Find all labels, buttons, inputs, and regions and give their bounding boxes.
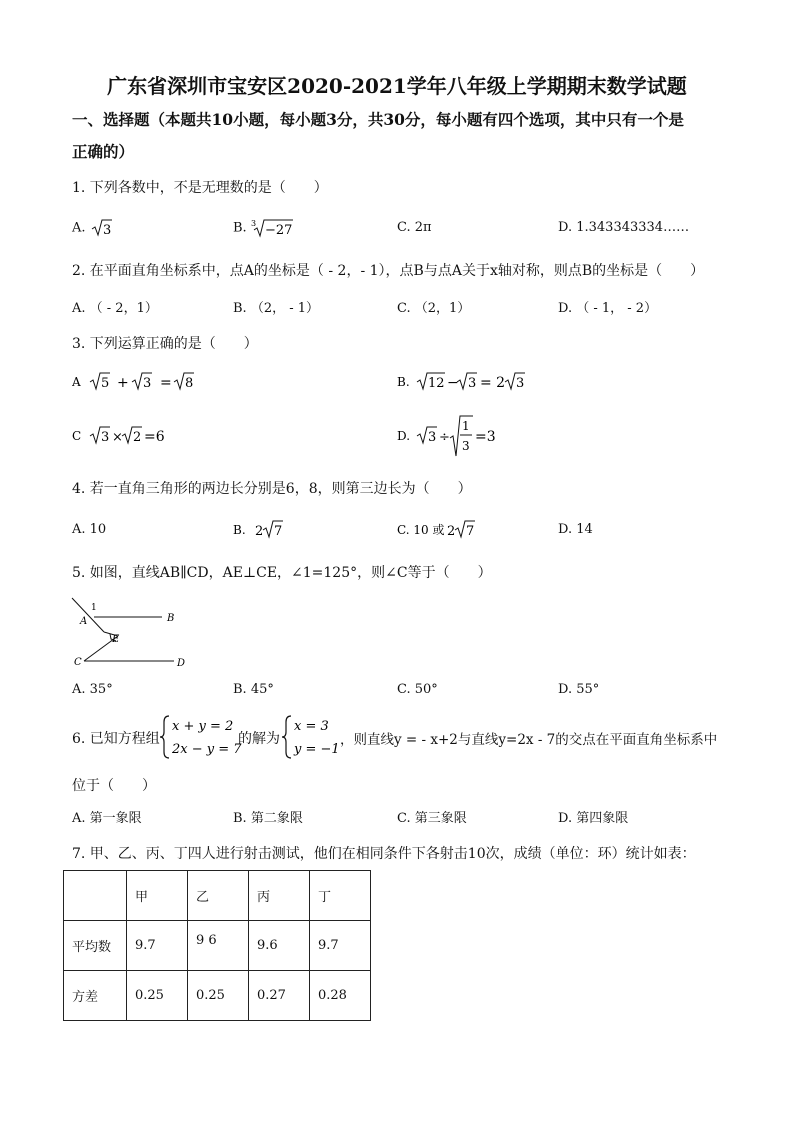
q5-stem: 5. 如图，直线AB∥CD，AE⊥CE，∠1=125°，则∠C等于（ ） (72, 565, 492, 581)
svg-text:= 2: = 2 (480, 375, 506, 391)
q2-option-c: C. （2，1） (397, 301, 471, 316)
brace-icon (282, 716, 291, 758)
radicand: 3 (102, 223, 111, 238)
solution-2: y = −1 (294, 742, 340, 757)
table-cell: 9.7 (310, 921, 371, 971)
q6-option-c: C. 第三象限 (397, 811, 467, 826)
table-cell: 9 6 (188, 921, 249, 971)
table-cell: 0.28 (310, 971, 371, 1021)
option-label: A. (72, 220, 86, 236)
table-cell: 0.27 (249, 971, 310, 1021)
brace-icon (160, 716, 169, 758)
table-row (64, 971, 371, 1021)
q3-c-expression (72, 423, 182, 447)
svg-text:D.: D. (397, 429, 411, 443)
q7-score-table (63, 870, 371, 1021)
point-label-e: E (112, 634, 120, 645)
q6-prefix: 6. 已知方程组 (72, 731, 160, 747)
point-label-d: D (177, 658, 186, 669)
radicand: −27 (264, 223, 293, 238)
table-cell: 丁 (310, 871, 371, 921)
svg-text:2: 2 (255, 524, 264, 539)
q3-option-d (397, 414, 517, 462)
option-label: B. (233, 220, 247, 236)
svg-text:1: 1 (462, 419, 470, 433)
svg-text:×: × (112, 430, 123, 445)
q5-geometry-figure (66, 594, 196, 674)
svg-text:7: 7 (274, 524, 283, 539)
q2-option-d: D. （ - 1， - 2） (558, 301, 658, 316)
q5-option-a: A. 35° (72, 682, 113, 697)
svg-text:3: 3 (428, 430, 437, 445)
svg-text:7: 7 (466, 524, 475, 539)
q4-option-c (397, 517, 487, 545)
q6-option-d: D. 第四象限 (558, 811, 629, 826)
q5-option-d: D. 55° (558, 682, 600, 697)
q6-option-b: B. 第二象限 (233, 811, 303, 826)
svg-text:=3: =3 (475, 429, 496, 445)
q5-option-c: C. 50° (397, 682, 438, 697)
q3-a-expression (72, 369, 202, 393)
table-cell: 平均数 (64, 921, 127, 971)
svg-text:5: 5 (101, 376, 110, 391)
svg-text:÷: ÷ (439, 430, 450, 445)
q1-stem: 1. 下列各数中，不是无理数的是（ ） (72, 180, 328, 196)
root-index: 3 (250, 219, 256, 228)
point-label-b: B (167, 613, 175, 624)
q1-a-radical-icon (90, 217, 112, 239)
section-heading-cont: 正确的） (72, 142, 135, 161)
svg-text:−: − (447, 375, 459, 391)
svg-text:12: 12 (428, 376, 445, 391)
q4-c-expression (397, 517, 487, 541)
q6-solution-system (282, 713, 342, 761)
q3-d-expression (397, 414, 517, 458)
q6-option-a: A. 第一象限 (72, 811, 142, 826)
q1-option-c: C. 2π (397, 220, 432, 235)
equation-1: x + y = 2 (172, 719, 234, 734)
svg-text:2: 2 (133, 430, 142, 445)
q3-option-c (72, 423, 182, 451)
svg-text:3: 3 (143, 376, 152, 391)
solution-1: x = 3 (294, 719, 329, 734)
svg-text:C. 10 或: C. 10 或 (397, 523, 445, 537)
q4-b-expression (233, 517, 293, 541)
svg-text:C: C (72, 429, 82, 443)
svg-text:3: 3 (462, 439, 470, 453)
svg-text:3: 3 (516, 376, 525, 391)
q2-option-b: B. （2， - 1） (233, 301, 320, 316)
table-cell: 乙 (188, 871, 249, 921)
table-row (64, 921, 371, 971)
q6-mid: 的解为 (238, 731, 280, 747)
svg-text:=: = (160, 375, 172, 391)
table-cell (64, 871, 127, 921)
table-cell: 9.7 (127, 921, 188, 971)
svg-text:3: 3 (101, 430, 110, 445)
table-cell: 丙 (249, 871, 310, 921)
q2-stem: 2. 在平面直角坐标系中，点A的坐标是（ - 2，- 1），点B与点A关于x轴对称，则点B的坐标是（ ） (72, 263, 705, 279)
q3-option-b (397, 369, 537, 397)
svg-text:B.: B. (233, 523, 246, 537)
svg-text:2: 2 (447, 524, 456, 539)
point-label-c: C (74, 657, 82, 668)
q6-line2: 位于（ ） (72, 778, 156, 794)
q5-option-b: B. 45° (233, 682, 274, 697)
point-label-a: A (80, 616, 88, 627)
angle-label-1: 1 (91, 603, 97, 613)
q4-option-b (233, 517, 293, 545)
svg-text:3: 3 (468, 376, 477, 391)
svg-text:=6: =6 (144, 429, 165, 445)
section-heading: 一、选择题（本题共10小题，每小题3分，共30分，每小题有四个选项，其中只有一个是 (72, 110, 684, 129)
table-cell: 甲 (127, 871, 188, 921)
svg-text:B.: B. (397, 375, 410, 389)
table-header-row (64, 871, 371, 921)
q1-option-d: D. 1.343343334…… (558, 220, 690, 235)
q4-stem: 4. 若一直角三角形的两边长分别是6，8，则第三边长为（ ） (72, 481, 472, 497)
svg-text:8: 8 (185, 376, 194, 391)
q1-b-cube-root-icon (251, 217, 293, 239)
table-cell: 0.25 (188, 971, 249, 1021)
q4-option-a: A. 10 (72, 522, 107, 537)
q6-suffix: ，则直线y = - x+2与直线y=2x - 7的交点在平面直角坐标系中 (340, 732, 718, 748)
q1-option-b (233, 217, 293, 239)
q3-b-expression (397, 369, 537, 393)
q1-option-a (72, 217, 112, 239)
q7-stem: 7. 甲、乙、丙、丁四人进行射击测试，他们在相同条件下各射击10次，成绩（单位：环）统计如表： (72, 846, 696, 862)
table-cell: 0.25 (127, 971, 188, 1021)
q6-equation-system (160, 713, 242, 761)
option-label: A (72, 375, 81, 389)
svg-text:+: + (117, 375, 129, 391)
q4-option-d: D. 14 (558, 522, 593, 537)
transversal-line (72, 598, 104, 632)
table-cell: 方差 (64, 971, 127, 1021)
q3-stem: 3. 下列运算正确的是（ ） (72, 336, 258, 352)
page-title: 广东省深圳市宝安区2020-2021学年八年级上学期期末数学试题 (107, 74, 687, 98)
q2-option-a: A. （ - 2，1） (72, 301, 158, 316)
q3-option-a (72, 369, 202, 397)
table-cell: 9.6 (249, 921, 310, 971)
equation-2: 2x − y = 7 (172, 742, 242, 757)
